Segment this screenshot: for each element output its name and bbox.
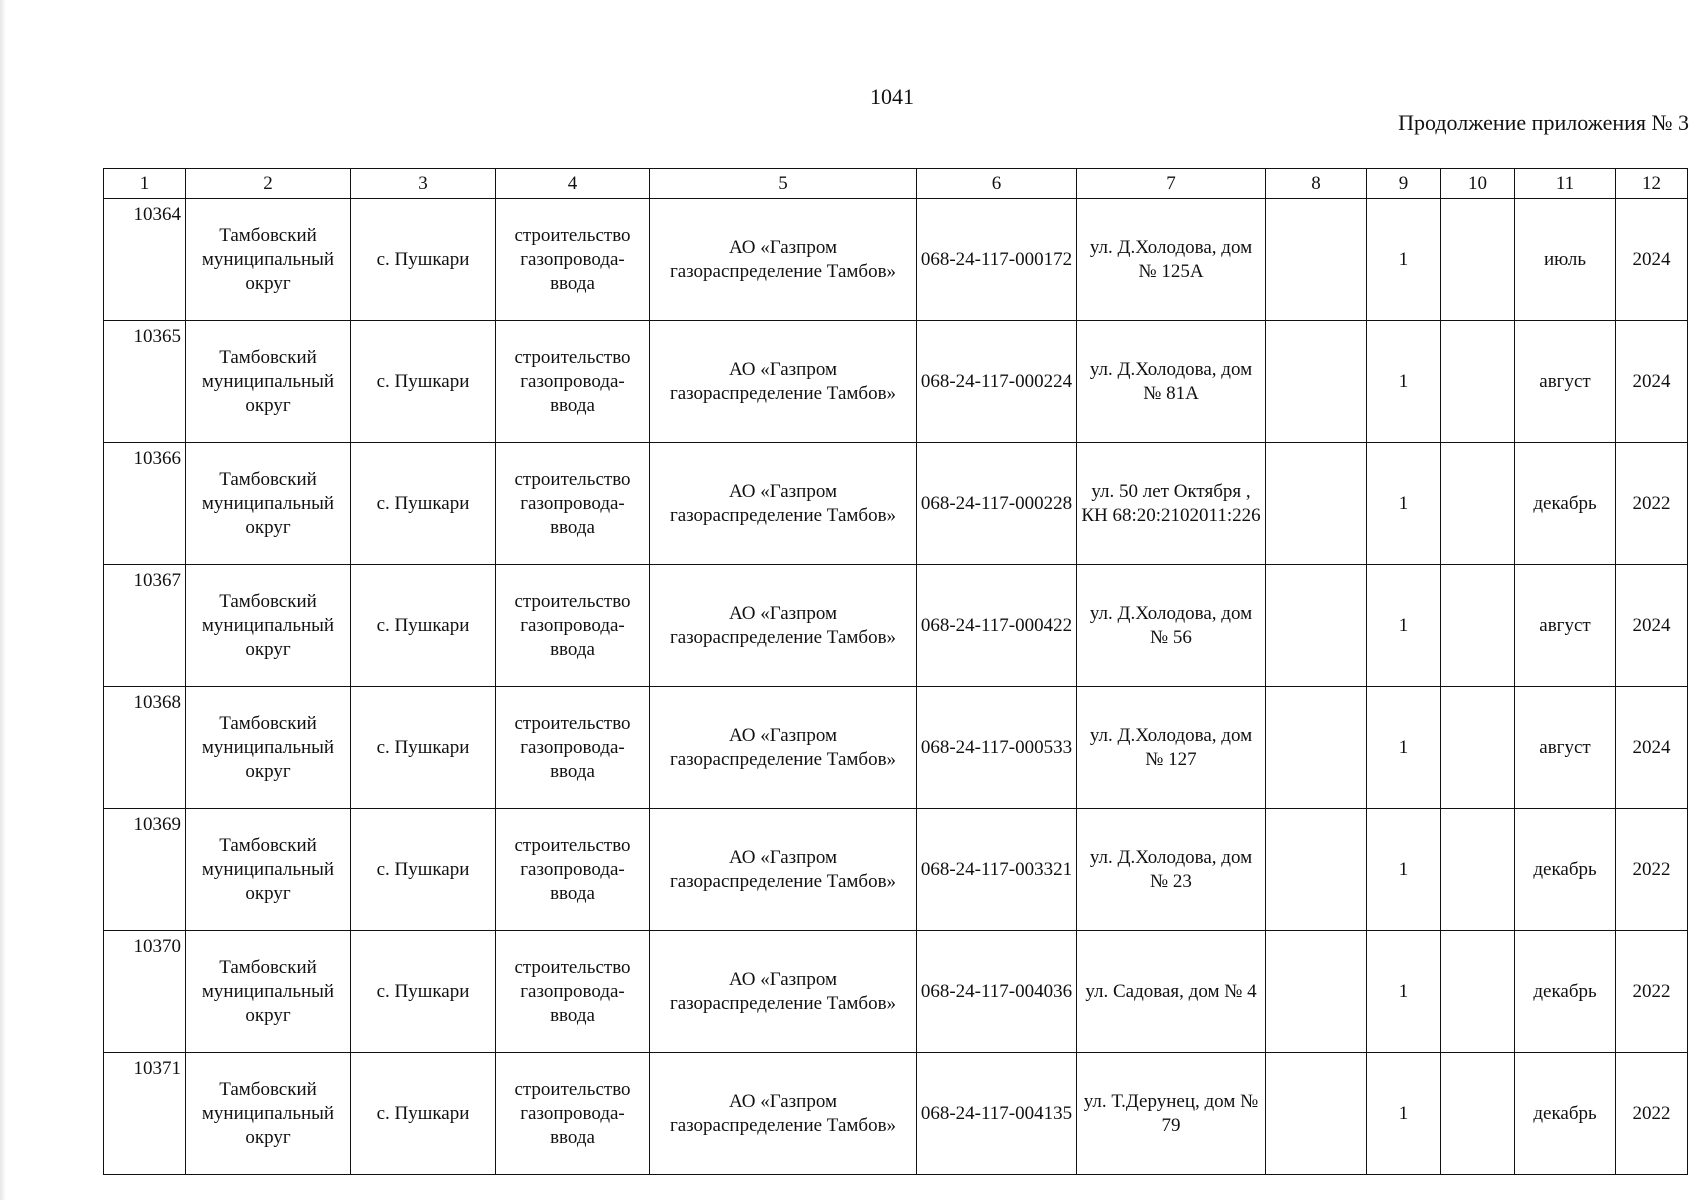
district-cell: Тамбовский муниципальный округ (186, 199, 351, 321)
month-cell: декабрь (1515, 443, 1616, 565)
month-cell: август (1515, 687, 1616, 809)
code-cell: 068-24-117-000533 (917, 687, 1077, 809)
district-cell: Тамбовский муниципальный округ (186, 687, 351, 809)
district-cell: Тамбовский муниципальный округ (186, 443, 351, 565)
year-cell: 2024 (1616, 687, 1688, 809)
col8-cell (1266, 199, 1367, 321)
column-header: 6 (917, 169, 1077, 199)
month-cell: июль (1515, 199, 1616, 321)
quantity-cell: 1 (1367, 931, 1441, 1053)
table-row (104, 1053, 1688, 1175)
month-cell: август (1515, 321, 1616, 443)
settlement-cell: с. Пушкари (351, 1053, 496, 1175)
quantity-cell: 1 (1367, 809, 1441, 931)
quantity-cell: 1 (1367, 321, 1441, 443)
quantity-cell: 1 (1367, 565, 1441, 687)
address-cell: ул. Д.Холодова, дом № 127 (1077, 687, 1266, 809)
col10-cell (1441, 199, 1515, 321)
district-cell: Тамбовский муниципальный округ (186, 565, 351, 687)
row-number: 10365 (104, 321, 186, 443)
col10-cell (1441, 565, 1515, 687)
address-cell: ул. Садовая, дом № 4 (1077, 931, 1266, 1053)
district-cell: Тамбовский муниципальный округ (186, 809, 351, 931)
code-cell: 068-24-117-004036 (917, 931, 1077, 1053)
year-cell: 2024 (1616, 565, 1688, 687)
settlement-cell: с. Пушкари (351, 565, 496, 687)
organization-cell: АО «Газпром газораспределение Тамбов» (650, 443, 917, 565)
code-cell: 068-24-117-000224 (917, 321, 1077, 443)
column-header: 3 (351, 169, 496, 199)
row-number: 10367 (104, 565, 186, 687)
col10-cell (1441, 931, 1515, 1053)
code-cell: 068-24-117-000422 (917, 565, 1077, 687)
appendix-note: Продолжение приложения № 3 (1398, 110, 1689, 135)
col10-cell (1441, 1053, 1515, 1175)
settlement-cell: с. Пушкари (351, 321, 496, 443)
address-cell: ул. Д.Холодова, дом № 125А (1077, 199, 1266, 321)
year-cell: 2022 (1616, 809, 1688, 931)
address-cell: ул. Д.Холодова, дом № 23 (1077, 809, 1266, 931)
organization-cell: АО «Газпром газораспределение Тамбов» (650, 809, 917, 931)
column-header: 11 (1515, 169, 1616, 199)
scan-edge (0, 0, 6, 1200)
registry-table (103, 168, 1688, 1175)
work-type-cell: строительство газопровода-ввода (496, 1053, 650, 1175)
month-cell: декабрь (1515, 1053, 1616, 1175)
settlement-cell: с. Пушкари (351, 443, 496, 565)
address-cell: ул. Д.Холодова, дом № 56 (1077, 565, 1266, 687)
work-type-cell: строительство газопровода-ввода (496, 565, 650, 687)
year-cell: 2022 (1616, 931, 1688, 1053)
col10-cell (1441, 687, 1515, 809)
table-row (104, 199, 1688, 321)
table-row (104, 443, 1688, 565)
column-header: 10 (1441, 169, 1515, 199)
address-cell: ул. 50 лет Октября , КН 68:20:2102011:226 (1077, 443, 1266, 565)
year-cell: 2022 (1616, 1053, 1688, 1175)
table-header-row (104, 169, 1688, 199)
work-type-cell: строительство газопровода-ввода (496, 687, 650, 809)
table-row (104, 931, 1688, 1053)
settlement-cell: с. Пушкари (351, 931, 496, 1053)
work-type-cell: строительство газопровода-ввода (496, 321, 650, 443)
year-cell: 2024 (1616, 321, 1688, 443)
organization-cell: АО «Газпром газораспределение Тамбов» (650, 931, 917, 1053)
column-header: 5 (650, 169, 917, 199)
address-cell: ул. Д.Холодова, дом № 81А (1077, 321, 1266, 443)
month-cell: декабрь (1515, 809, 1616, 931)
row-number: 10369 (104, 809, 186, 931)
work-type-cell: строительство газопровода-ввода (496, 809, 650, 931)
code-cell: 068-24-117-004135 (917, 1053, 1077, 1175)
table-row (104, 565, 1688, 687)
settlement-cell: с. Пушкари (351, 199, 496, 321)
row-number: 10364 (104, 199, 186, 321)
settlement-cell: с. Пушкари (351, 809, 496, 931)
col8-cell (1266, 809, 1367, 931)
column-header: 4 (496, 169, 650, 199)
quantity-cell: 1 (1367, 443, 1441, 565)
code-cell: 068-24-117-000228 (917, 443, 1077, 565)
table-row (104, 809, 1688, 931)
col8-cell (1266, 931, 1367, 1053)
column-header: 9 (1367, 169, 1441, 199)
code-cell: 068-24-117-000172 (917, 199, 1077, 321)
work-type-cell: строительство газопровода-ввода (496, 199, 650, 321)
quantity-cell: 1 (1367, 1053, 1441, 1175)
organization-cell: АО «Газпром газораспределение Тамбов» (650, 687, 917, 809)
table-row (104, 687, 1688, 809)
row-number: 10368 (104, 687, 186, 809)
column-header: 7 (1077, 169, 1266, 199)
row-number: 10366 (104, 443, 186, 565)
column-header: 8 (1266, 169, 1367, 199)
table-row (104, 321, 1688, 443)
organization-cell: АО «Газпром газораспределение Тамбов» (650, 565, 917, 687)
organization-cell: АО «Газпром газораспределение Тамбов» (650, 199, 917, 321)
quantity-cell: 1 (1367, 687, 1441, 809)
page-number: 1041 (870, 84, 914, 109)
settlement-cell: с. Пушкари (351, 687, 496, 809)
col10-cell (1441, 443, 1515, 565)
row-number: 10371 (104, 1053, 186, 1175)
col8-cell (1266, 321, 1367, 443)
address-cell: ул. Т.Дерунец, дом № 79 (1077, 1053, 1266, 1175)
district-cell: Тамбовский муниципальный округ (186, 931, 351, 1053)
column-header: 12 (1616, 169, 1688, 199)
year-cell: 2024 (1616, 199, 1688, 321)
work-type-cell: строительство газопровода-ввода (496, 443, 650, 565)
work-type-cell: строительство газопровода-ввода (496, 931, 650, 1053)
col10-cell (1441, 321, 1515, 443)
col8-cell (1266, 565, 1367, 687)
col8-cell (1266, 687, 1367, 809)
row-number: 10370 (104, 931, 186, 1053)
col8-cell (1266, 443, 1367, 565)
code-cell: 068-24-117-003321 (917, 809, 1077, 931)
column-header: 2 (186, 169, 351, 199)
organization-cell: АО «Газпром газораспределение Тамбов» (650, 321, 917, 443)
district-cell: Тамбовский муниципальный округ (186, 321, 351, 443)
year-cell: 2022 (1616, 443, 1688, 565)
month-cell: август (1515, 565, 1616, 687)
district-cell: Тамбовский муниципальный округ (186, 1053, 351, 1175)
month-cell: декабрь (1515, 931, 1616, 1053)
col10-cell (1441, 809, 1515, 931)
organization-cell: АО «Газпром газораспределение Тамбов» (650, 1053, 917, 1175)
quantity-cell: 1 (1367, 199, 1441, 321)
col8-cell (1266, 1053, 1367, 1175)
column-header: 1 (104, 169, 186, 199)
